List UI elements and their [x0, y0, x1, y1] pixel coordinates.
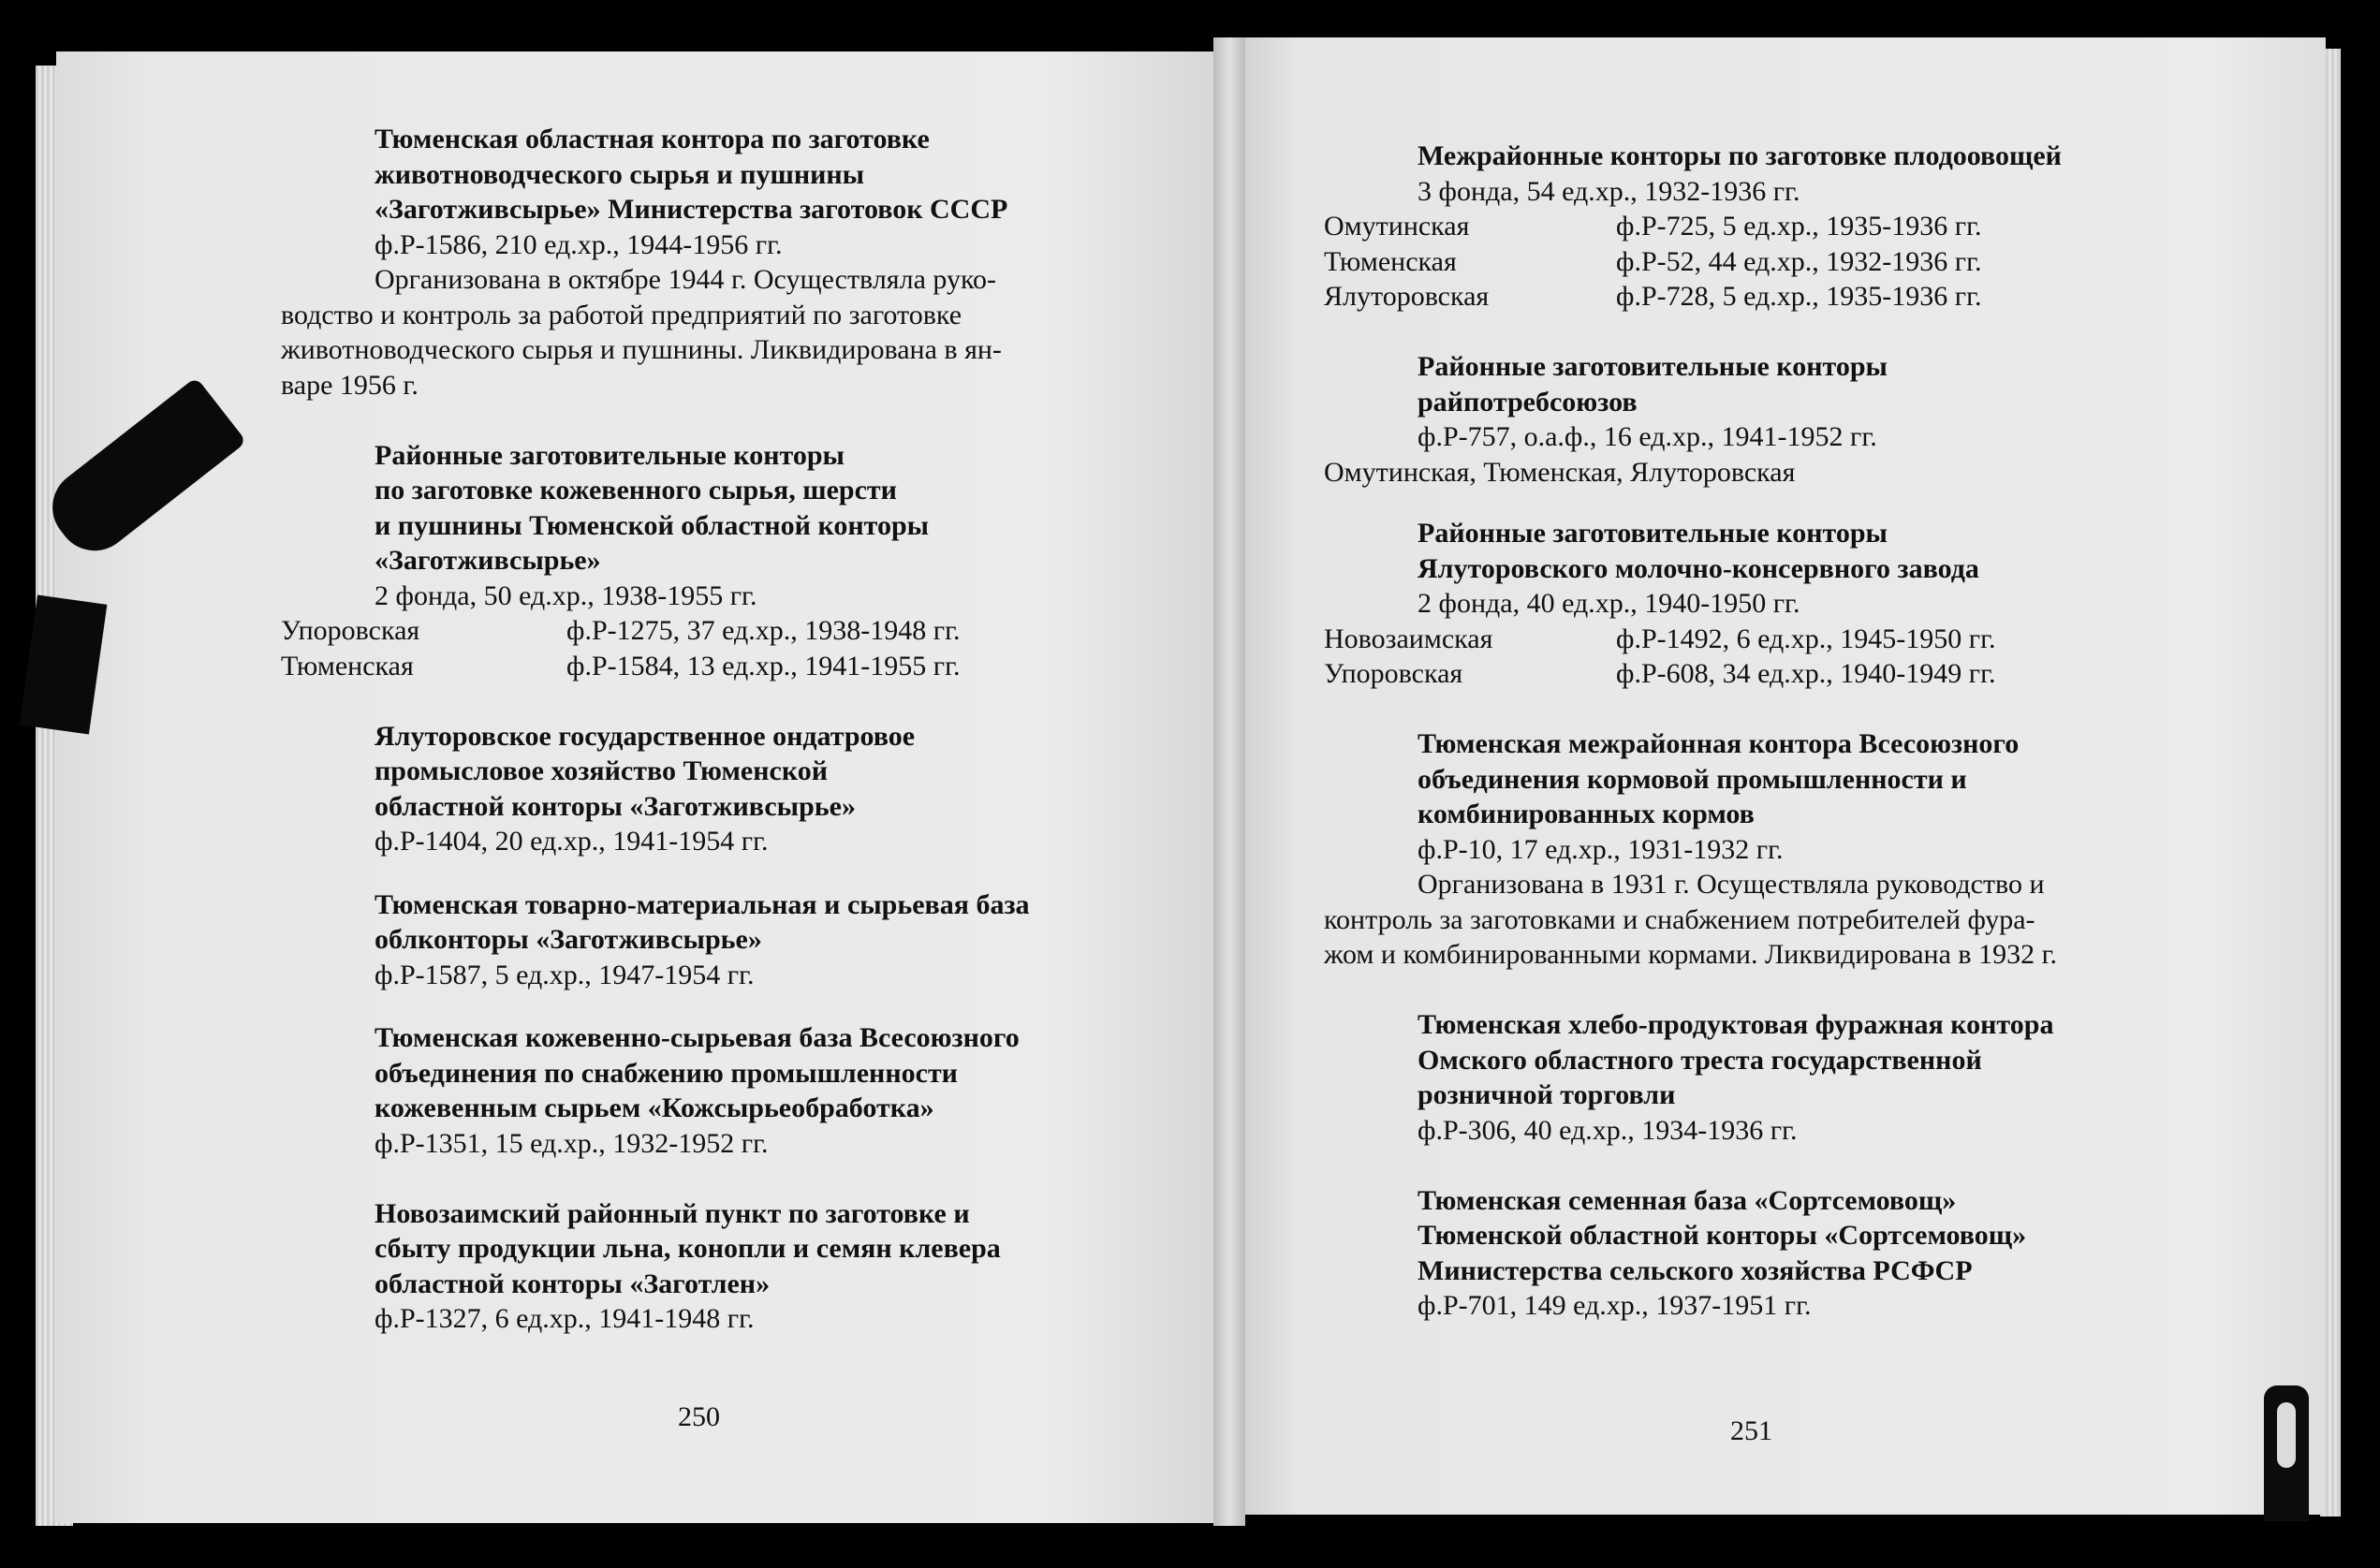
- entry-title-line: Районные заготовительные конторы: [375, 439, 845, 471]
- office-fund: ф.Р-1275, 37 ед.хр., 1938-1948 гг.: [566, 615, 961, 646]
- spacer: [1324, 315, 2182, 350]
- entry-raipotrebsoyuz-offices: [1324, 349, 2182, 490]
- entry-title-line: Межрайонные конторы по заготовке плодоовощей: [1418, 140, 2062, 171]
- office-row: [1324, 622, 2182, 657]
- spacer: [281, 403, 1138, 438]
- entry-title-line: «Заготживсырье» Министерства заготовок СССР: [375, 194, 1008, 225]
- entry-fund: 2 фонда, 50 ед.хр., 1938-1955 гг.: [375, 579, 757, 611]
- office-row: [1324, 244, 2182, 280]
- entry-feed-industry-office: [1324, 726, 2182, 973]
- entry-description-line: Организована в октябре 1944 г. Осуществляла руко-: [375, 264, 997, 295]
- entry-title-line: Тюменская товарно-материальная и сырьевая база: [375, 888, 1030, 920]
- entry-title-line: животноводческого сырья и пушнины: [375, 158, 865, 190]
- office-fund: ф.Р-1492, 6 ед.хр., 1945-1950 гг.: [1616, 623, 1996, 654]
- entry-milk-plant-offices: [1324, 516, 2182, 692]
- entry-title-line: Ялуторовское государственное ондатровое: [375, 720, 916, 752]
- entry-fund: 2 фонда, 40 ед.хр., 1940-1950 гг.: [1418, 588, 1800, 619]
- spacer: [281, 1161, 1138, 1196]
- entry-fund: ф.Р-10, 17 ед.хр., 1931-1932 гг.: [1418, 833, 1784, 865]
- entry-fund: ф.Р-1587, 5 ед.хр., 1947-1954 гг.: [375, 959, 755, 990]
- office-name: Новозаимская: [1324, 623, 1493, 654]
- office-name: Омутинская: [1324, 211, 1470, 242]
- office-row: [1324, 656, 2182, 692]
- entry-fund: ф.Р-1351, 15 ед.хр., 1932-1952 гг.: [375, 1127, 769, 1159]
- entry-title-line: Районные заготовительные конторы: [1418, 351, 1888, 382]
- entry-sortsemovoshch-seed-base: [1324, 1183, 2182, 1324]
- entry-note: Омутинская, Тюменская, Ялуторовская: [1324, 456, 1796, 488]
- entry-description-line: животноводческого сырья и пушнины. Ликвидирована в ян-: [281, 334, 1002, 365]
- entry-title-line: сбыту продукции льна, конопли и семян клевера: [375, 1233, 1001, 1264]
- office-name: Тюменская: [281, 650, 414, 681]
- entry-title-line: «Заготживсырье»: [375, 545, 601, 576]
- entry-title-line: кожевенным сырьем «Кожсырьеобработка»: [375, 1092, 934, 1123]
- entry-description-line: варе 1956 г.: [281, 369, 419, 401]
- entry-fund: ф.Р-757, о.а.ф., 16 ед.хр., 1941-1952 гг.: [1418, 421, 1877, 452]
- spacer: [281, 683, 1138, 719]
- entry-title-line: Тюменская кожевенно-сырьевая база Всесоюзного: [375, 1022, 1020, 1053]
- entry-tyumen-material-base: [281, 887, 1138, 993]
- entry-description-line: Организована в 1931 г. Осуществляла руководство и: [1418, 869, 2045, 900]
- entry-title-line: комбинированных кормов: [1418, 799, 1755, 829]
- entry-district-leather-offices: [281, 438, 1138, 684]
- spacer: [281, 992, 1138, 1020]
- entry-title-line: Ялуторовского молочно-консервного завода: [1418, 552, 1979, 584]
- entry-fund: ф.Р-1404, 20 ед.хр., 1941-1954 гг.: [375, 826, 769, 857]
- office-row: [1324, 209, 2182, 244]
- entry-title-line: по заготовке кожевенного сырья, шерсти: [375, 475, 897, 506]
- entry-fund: ф.Р-1327, 6 ед.хр., 1941-1948 гг.: [375, 1303, 755, 1334]
- entry-title-line: Омского областного треста государственной: [1418, 1044, 1982, 1076]
- entry-fund: ф.Р-701, 149 ед.хр., 1937-1951 гг.: [1418, 1290, 1812, 1321]
- right-page-text: [1324, 139, 2182, 1324]
- spacer: [1324, 1148, 2182, 1183]
- entry-description-line: жом и комбинированными кормами. Ликвидирована в 1932 г.: [1324, 939, 2058, 970]
- entry-fund: ф.Р-306, 40 ед.хр., 1934-1936 гг.: [1418, 1114, 1798, 1146]
- entry-yalutorovsk-muskrat-farm: [281, 719, 1138, 859]
- entry-description-line: водство и контроль за работой предприятий по заготовке: [281, 299, 962, 330]
- entry-title-line: промысловое хозяйство Тюменской: [375, 755, 829, 786]
- entry-title-line: областной конторы «Заготживсырье»: [375, 790, 856, 822]
- entry-fund: ф.Р-1586, 210 ед.хр., 1944-1956 гг.: [375, 228, 783, 260]
- entry-fund: 3 фонда, 54 ед.хр., 1932-1936 гг.: [1418, 175, 1800, 207]
- entry-grain-fodder-office: [1324, 1007, 2182, 1148]
- page-number-left: 250: [678, 1401, 720, 1432]
- entry-title-line: объединения кормовой промышленности и: [1418, 763, 1967, 795]
- office-name: Упоровская: [1324, 658, 1463, 689]
- entry-title-line: Районные заготовительные конторы: [1418, 518, 1888, 549]
- entry-title-line: розничной торговли: [1418, 1079, 1676, 1110]
- office-fund: ф.Р-52, 44 ед.хр., 1932-1936 гг.: [1616, 245, 1982, 277]
- entry-description-line: контроль за заготовками и снабжением потребителей фура-: [1324, 903, 2035, 935]
- entry-title-line: и пушнины Тюменской областной конторы: [375, 509, 930, 541]
- entry-title-line: Тюменская хлебо-продуктовая фуражная контора: [1418, 1009, 2054, 1040]
- office-name: Упоровская: [281, 615, 420, 646]
- office-fund: ф.Р-608, 34 ед.хр., 1940-1949 гг.: [1616, 658, 1996, 689]
- entry-title-line: Тюменская семенная база «Сортсемовощ»: [1418, 1184, 1957, 1216]
- office-fund: ф.Р-1584, 13 ед.хр., 1941-1955 гг.: [566, 650, 961, 681]
- spacer: [1324, 973, 2182, 1008]
- office-fund: ф.Р-725, 5 ед.хр., 1935-1936 гг.: [1616, 211, 1982, 242]
- entry-title-line: Министерства сельского хозяйства РСФСР: [1418, 1254, 1973, 1286]
- entry-title-line: областной конторы «Заготлен»: [375, 1268, 771, 1299]
- entry-title-line: Новозаимский районный пункт по заготовке и: [375, 1197, 970, 1229]
- office-name: Ялуторовская: [1324, 281, 1490, 312]
- book-gutter: [1213, 37, 1245, 1526]
- entry-title-line: Тюменской областной конторы «Сортсемовощ»: [1418, 1220, 2027, 1251]
- office-name: Тюменская: [1324, 245, 1457, 277]
- entry-title-line: объединения по снабжению промышленности: [375, 1057, 958, 1089]
- page-number-right: 251: [1730, 1415, 1772, 1446]
- entry-interdistrict-vegetable-offices: [1324, 139, 2182, 315]
- entry-title-line: Тюменская межрайонная контора Всесоюзного: [1418, 728, 2020, 759]
- spacer: [1324, 490, 2182, 516]
- office-row: [1324, 279, 2182, 315]
- office-fund: ф.Р-728, 5 ед.хр., 1935-1936 гг.: [1616, 281, 1982, 312]
- spacer: [281, 859, 1138, 887]
- office-row: [281, 613, 1138, 649]
- entry-title-line: райпотребсоюзов: [1418, 386, 1638, 418]
- spacer: [1324, 692, 2182, 727]
- entry-zagotzhivsyre-oblast: [281, 122, 1138, 403]
- page-clip: [2264, 1385, 2309, 1521]
- entry-tyumen-leather-base: [281, 1020, 1138, 1161]
- office-row: [281, 649, 1138, 684]
- left-page-text: [281, 122, 1138, 1337]
- entry-title-line: Тюменская областная контора по заготовке: [375, 124, 930, 154]
- entry-title-line: облконторы «Заготживсырье»: [375, 924, 762, 955]
- entry-novozaimsk-flax-point: [281, 1196, 1138, 1337]
